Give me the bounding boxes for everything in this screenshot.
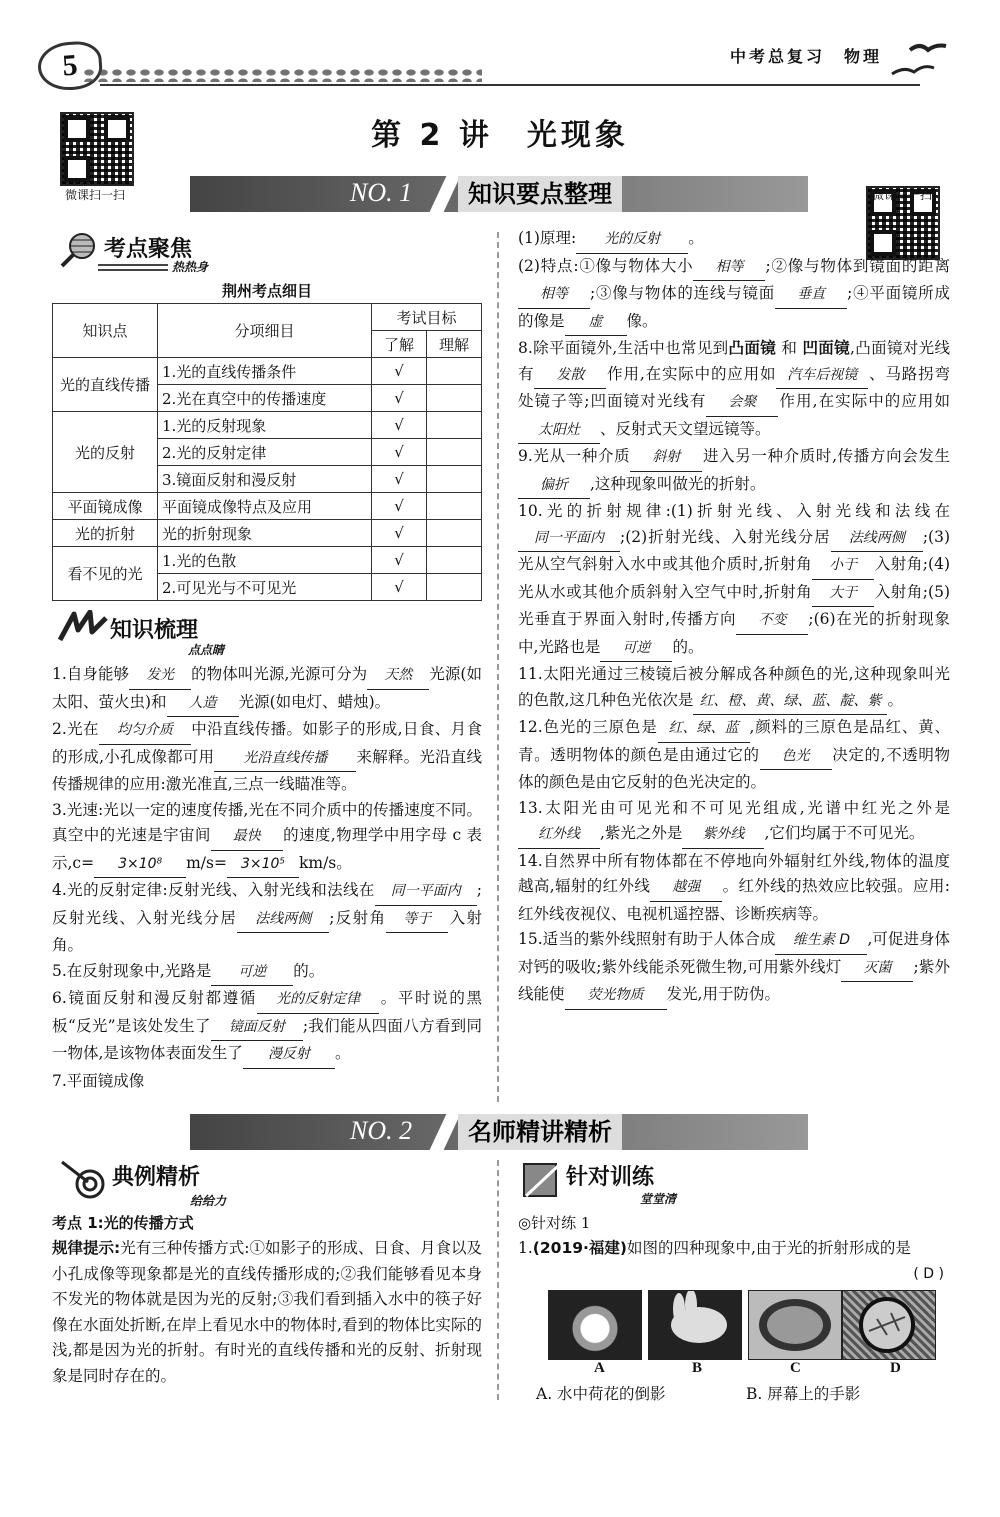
list-item: 13.太阳光由可见光和不可见光组成,光谱中红光之外是红外线 ,紫光之外是 紫外线 ,它们均属于不可见光。 [518, 796, 950, 849]
kaodian-lines [98, 264, 168, 271]
list-item: 11.太阳光通过三棱镜后被分解成各种颜色的光,这种现象叫光的色散,这几种色光依次是 红、橙、黄、绿、蓝、靛、紫 。 [518, 662, 950, 715]
check-mark: √ [372, 358, 427, 385]
th-detail: 分项细目 [158, 304, 372, 358]
table-cell: 2.光在真空中的传播速度 [158, 385, 372, 412]
kaodian-sub: 热热身 [172, 260, 209, 274]
option-a-text: A. 水中荷花的倒影 [536, 1385, 666, 1403]
zhishi-title: 知识梳理 [110, 618, 199, 643]
option-label-a: A [594, 1360, 605, 1376]
photo-lotus-reflection [548, 1290, 642, 1360]
list-item: 8.除平面镜外,生活中也常见到凸面镜 和 凹面镜,凸面镜对光线有 发散 作用,在实际中的应用如 汽车后视镜 、马路拐弯处镜子等;凹面镜对光线有 会聚 作用,在实际中的应用如太阳灶 、反射式天文望远镜等。 [518, 336, 950, 444]
brush-stroke-icon [58, 610, 108, 646]
zhishi-sub: 点点睛 [188, 643, 225, 657]
page-title: 第 2 讲 光现象 [371, 118, 629, 153]
zhendui-title: 针对训练 [566, 1165, 655, 1190]
banner-slash [430, 176, 461, 212]
magnifier-globe-icon [58, 230, 100, 270]
check-mark: √ [372, 574, 427, 601]
dianli-title: 典例精析 [112, 1165, 201, 1190]
option-b-text: B. 屏幕上的手影 [746, 1385, 861, 1403]
dianli-sub: 给给力 [190, 1194, 227, 1208]
check-mark: √ [372, 466, 427, 493]
qr-label-right: 微课扫一扫 [871, 188, 932, 202]
list-item: 5.在反射现象中,光路是 可逆 的。 [52, 959, 482, 987]
th-topic: 知识点 [53, 304, 158, 358]
banner-number: NO. 2 [350, 1116, 413, 1145]
column-divider-2 [497, 1160, 499, 1400]
th-understand: 理解 [427, 331, 482, 358]
question-1: 1.(2019·福建)如图的四种现象中,由于光的折射形成的是 ( D ) [518, 1236, 950, 1287]
feather-pen-icon [520, 1160, 564, 1200]
table-cell: 平面镜成像特点及应用 [158, 493, 372, 520]
decorative-dots [82, 68, 482, 82]
table-cell: 1.光的直线传播条件 [158, 358, 372, 385]
page-number-badge: 5 [36, 40, 103, 92]
table-group: 光的直线传播 [53, 358, 158, 412]
knowledge-list-right [518, 226, 950, 1010]
kaodian-heading: 考点 1:光的传播方式 [52, 1214, 194, 1232]
check-mark: √ [372, 412, 427, 439]
photo-car-mirror [748, 1290, 842, 1360]
banner-text: 名师精讲精析 [458, 1114, 622, 1150]
list-item: 12.色光的三原色是 红、绿、蓝 ,颜料的三原色是品红、黄、青。透明物体的颜色是由通过它的 色光 决定的,不透明物体的颜色是由它反射的色光决定的。 [518, 718, 950, 791]
photo-magnifier-leaf [842, 1290, 936, 1360]
check-mark: √ [372, 385, 427, 412]
table-cell: 光的折射现象 [158, 520, 372, 547]
target-dart-icon [58, 1158, 108, 1200]
table-group: 平面镜成像 [53, 493, 158, 520]
rule-tip-text: 光有三种传播方式:①如影子的形成、日食、月食以及小孔成像等现象都是光的直线传播形成的;②我们能够看见本身不发光的物体就是因为光的反射;③我们看到插入水中的筷子好像在水面处折断,在岸上看见水中的物体时,看到的物体比实际的浅,都是因为光的折射。有时光的直线传播和光的反射、折射现象是同时存在的。 [52, 1239, 482, 1385]
knowledge-list-left [52, 662, 482, 1094]
rule-tip-label: 规律提示: [52, 1239, 121, 1257]
check-mark: √ [372, 547, 427, 574]
list-item: 6.镜面反射和漫反射都遵循 光的反射定律 。平时说的黑板“反光”是该处发生了 镜面反射 ;我们能从四面八方看到同一物体,是该物体表面发生了 漫反射 。 [52, 986, 482, 1069]
list-item: (2)特点:①像与物体大小 相等 ;②像与物体到镜面的距离相等 ;③像与物体的连线与镜面 垂直 ;④平面镜所成的像是 虚 像。 [518, 254, 950, 337]
list-item: 4.光的反射定律:反射光线、入射光线和法线在 同一平面内 ;反射光线、入射光线分居 法线两侧 ;反射角 等于 入射角。 [52, 881, 482, 954]
list-item: 2.光在 均匀介质 中沿直线传播。如影子的形成,日食、月食的形成,小孔成像都可用 光沿直线传播 来解释。光沿直线传播规律的应用:激光准直,三点一线瞄准等。 [52, 720, 482, 793]
list-item: 10.光的折射规律:(1)折射光线、入射光线和法线在同一平面内 ;(2)折射光线、入射光线分居 法线两侧 ;(3)光从空气斜射入水中或其他介质时,折射角 小于 入射角;(4)光从水或其他介质斜射入空气中时,折射角 大于 入射角;(5)光垂直于界面入射时,传播方向 不变 ;(6)在光的折射现象中,光路也是 可逆 的。 [518, 499, 950, 662]
header-rule [100, 84, 920, 86]
th-know: 了解 [372, 331, 427, 358]
photo-hand-shadow [648, 1290, 742, 1360]
option-label-d: D [890, 1360, 901, 1376]
rule-tip [52, 1236, 482, 1389]
answer: ( D ) [913, 1265, 944, 1282]
kaodian-title: 考点聚焦 [104, 237, 193, 262]
table-title: 荆州考点细目 [221, 282, 312, 300]
banner-text: 知识要点整理 [458, 176, 622, 212]
list-item: 7.平面镜成像 [52, 1071, 145, 1090]
table-cell: 1.光的色散 [158, 547, 372, 574]
header-title: 中考总复习 物理 [729, 47, 882, 66]
banner-number: NO. 1 [350, 178, 413, 207]
section-banner-2 [190, 1114, 808, 1150]
list-item: 3.光速:光以一定的速度传播,光在不同介质中的传播速度不同。真空中的光速是宇宙间 最快 的速度,物理学中用字母 c 表示,c= 3×10⁸ m/s= 3×10⁵ km/s。 [52, 798, 482, 879]
option-label-c: C [790, 1360, 801, 1376]
table-cell: 2.光的反射定律 [158, 439, 372, 466]
list-item: (1)原理: 光的反射 。 [518, 226, 950, 254]
exam-points-table [52, 303, 482, 601]
option-label-b: B [692, 1360, 703, 1376]
table-cell: 3.镜面反射和漫反射 [158, 466, 372, 493]
banner-slash [430, 1114, 461, 1150]
column-divider [497, 232, 499, 1102]
check-mark: √ [372, 493, 427, 520]
table-cell: 1.光的反射现象 [158, 412, 372, 439]
table-cell: 2.可见光与不可见光 [158, 574, 372, 601]
check-mark: √ [372, 520, 427, 547]
th-target: 考试目标 [372, 304, 482, 331]
check-mark: √ [372, 439, 427, 466]
bird-icon [890, 38, 950, 80]
qr-label-left: 微课扫一扫 [64, 188, 125, 202]
table-group: 看不见的光 [53, 547, 158, 601]
practice-label: ◎针对练 1 [518, 1214, 591, 1232]
table-group: 光的反射 [53, 412, 158, 493]
table-group: 光的折射 [53, 520, 158, 547]
list-item: 9.光从一种介质 斜射 进入另一种介质时,传播方向会发生偏折 ,这种现象叫做光的折射。 [518, 444, 950, 499]
zhendui-sub: 堂堂清 [640, 1192, 677, 1206]
list-item: 15.适当的紫外线照射有助于人体合成 维生素 D ,可促进身体对钙的吸收;紫外线能杀死微生物,可用紫外线灯 灭菌 ;紫外线能使 荧光物质 发光,用于防伪。 [518, 927, 950, 1010]
list-item: 1.自身能够 发光 的物体叫光源,光源可分为 天然 光源(如太阳、萤火虫)和 人造 光源(如电灯、蜡烛)。 [52, 662, 482, 717]
list-item: 14.自然界中所有物体都在不停地向外辐射红外线,物体的温度越高,辐射的红外线 越强 。红外线的热效应比较强。应用:红外线夜视仪、电视机遥控器、诊断疾病等。 [518, 851, 950, 923]
section-banner-1 [190, 176, 808, 212]
